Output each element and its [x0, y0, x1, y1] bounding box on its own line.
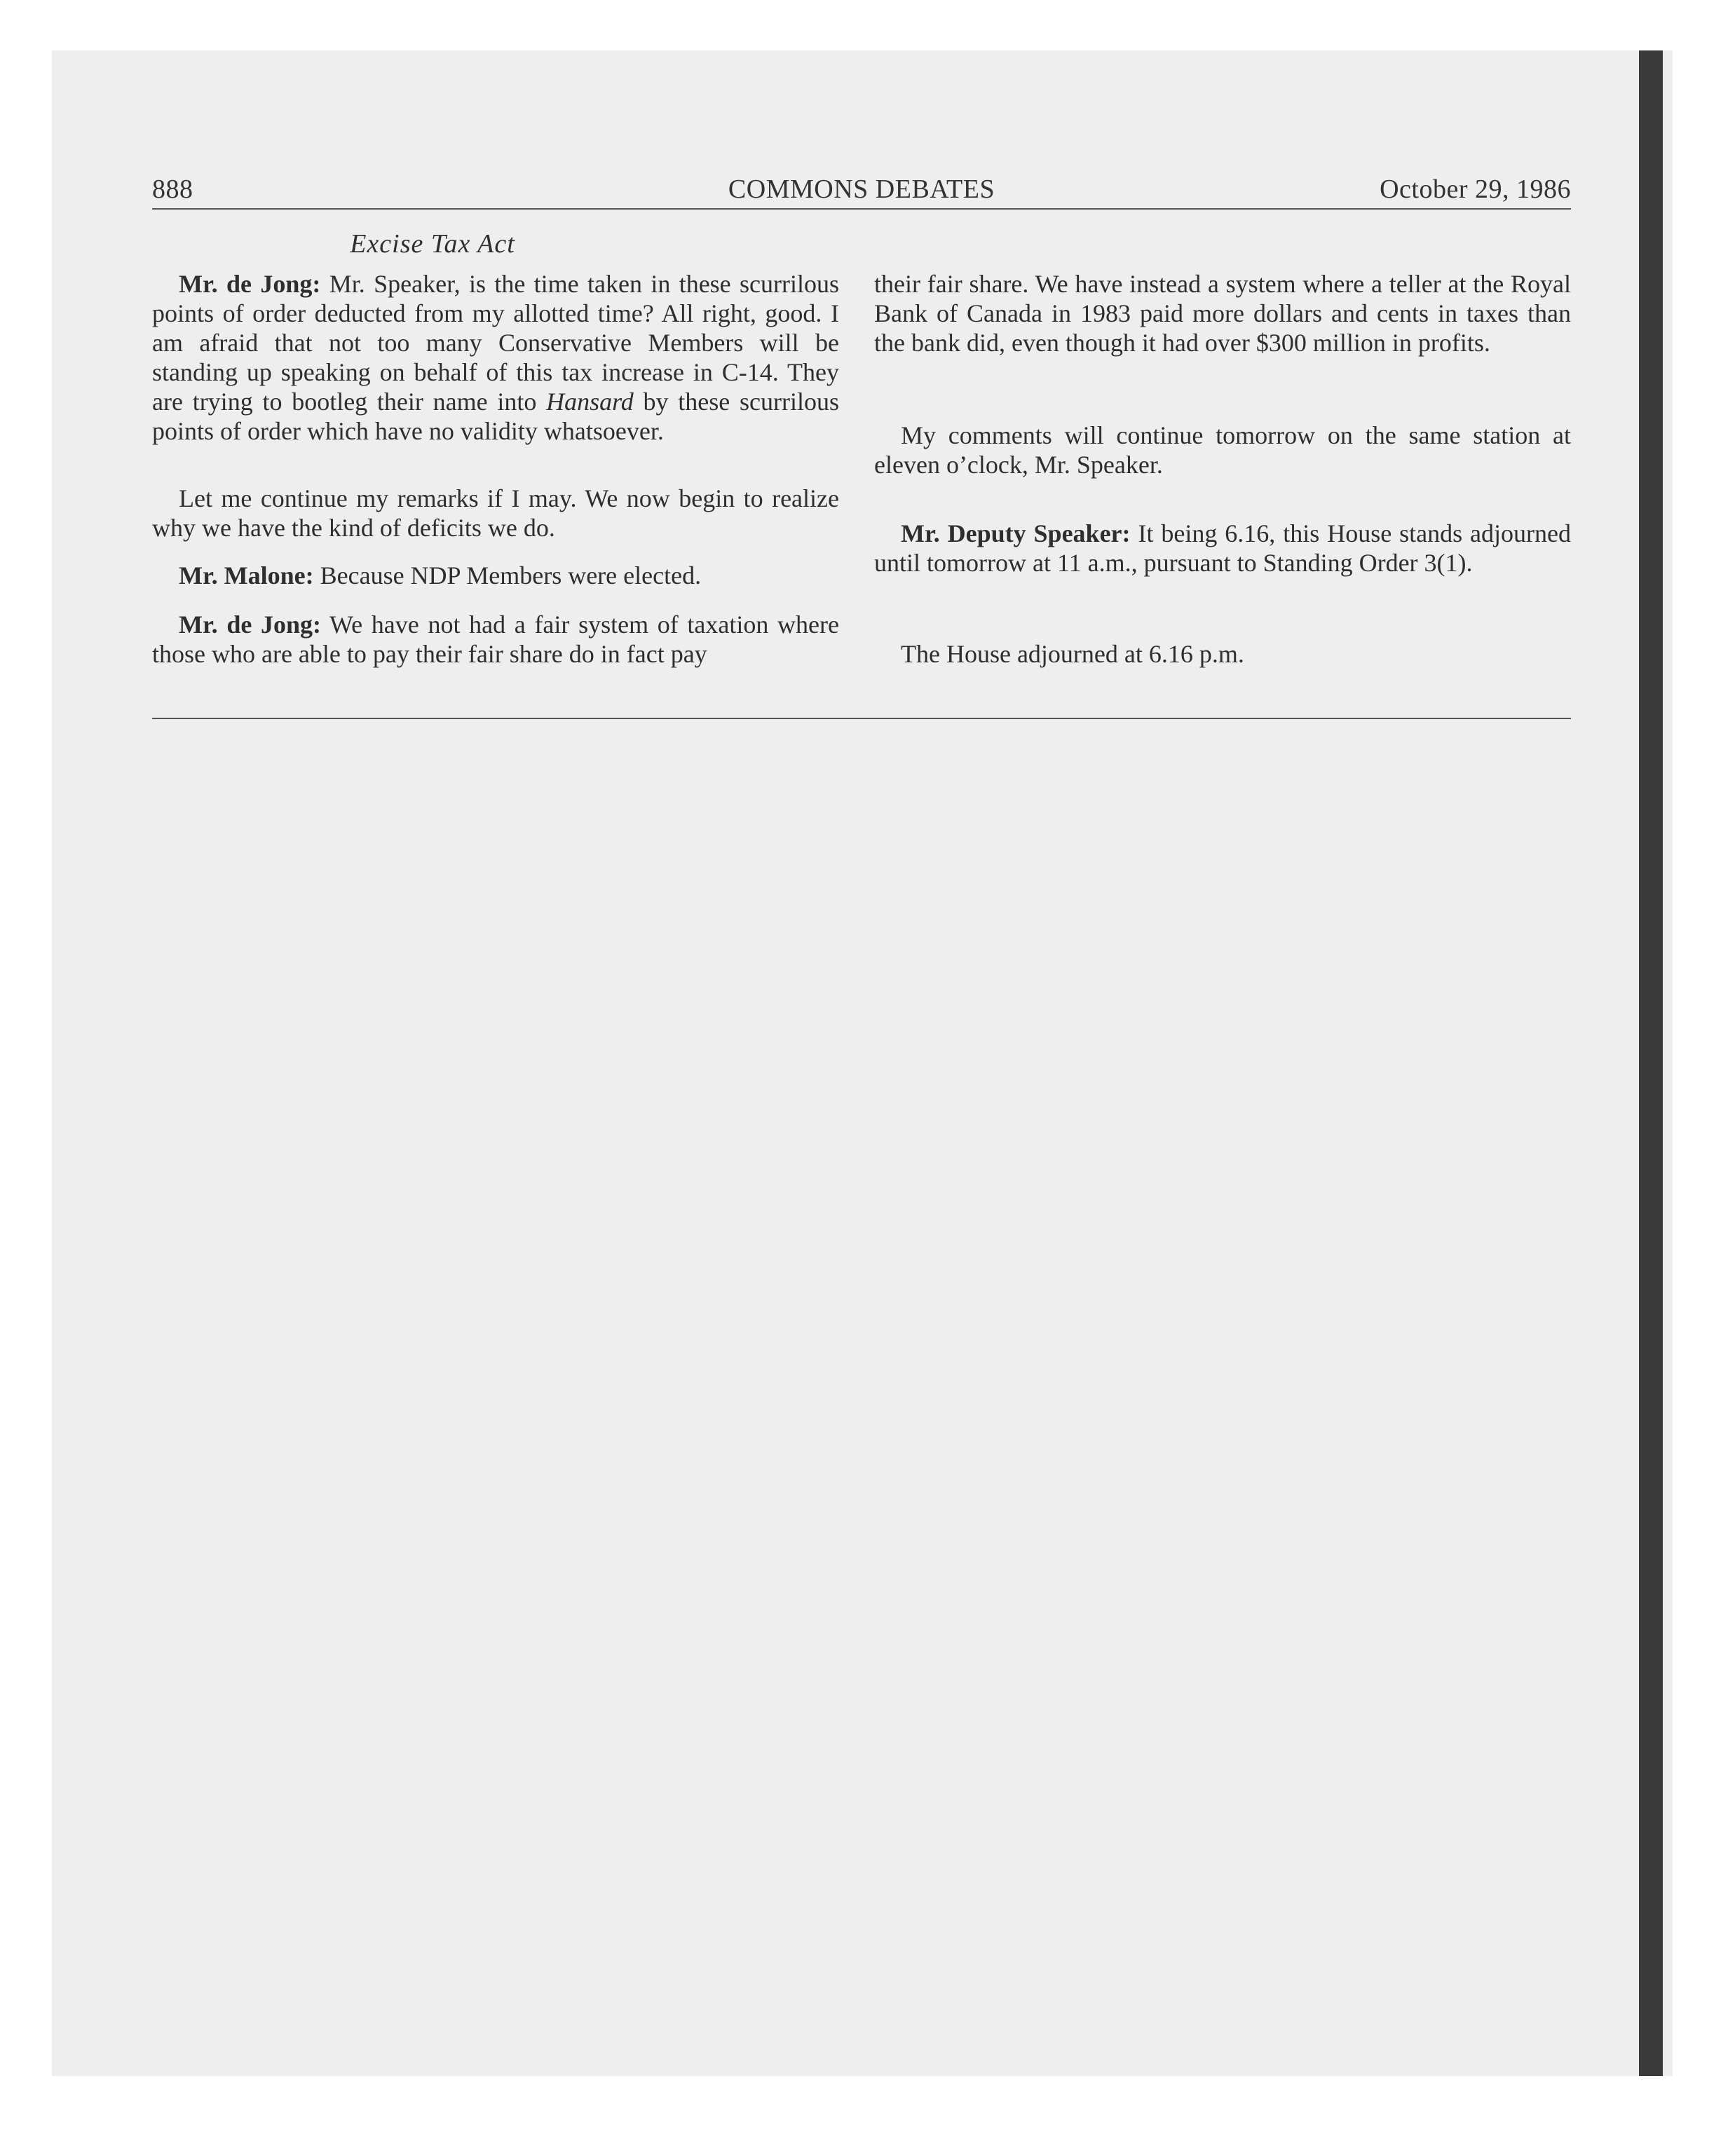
speaker-name: Mr. de Jong: [179, 610, 322, 639]
paragraph-adjourned [874, 639, 1571, 669]
paragraph-text: The House adjourned at 6.16 p.m. [901, 640, 1244, 668]
page-header [152, 174, 1571, 207]
speaker-name: Mr. Deputy Speaker: [901, 519, 1131, 547]
header-date: October 29, 1986 [1380, 175, 1571, 204]
footer-rule [152, 718, 1571, 719]
speaker-name: Mr. Malone: [179, 561, 314, 589]
paragraph-text: We have not had a fair system of taxation where those who are able to pay their fair share do in fact pay [152, 610, 839, 668]
paragraph-text: It being 6.16, this House stands adjourned until tomorrow at 11 a.m., pursuant to Standing Order 3(1). [874, 519, 1571, 577]
italic-text: Hansard [546, 388, 634, 416]
section-heading: Excise Tax Act [350, 229, 515, 259]
speaker-name: Mr. de Jong: [179, 270, 321, 298]
paragraph-text: Let me continue my remarks if I may. We now begin to realize why we have the kind of deficits we do. [152, 484, 839, 542]
paragraph-de-jong-2 [152, 610, 839, 669]
paragraph-text: their fair share. We have instead a system where a teller at the Royal Bank of Canada in 1983 paid more dollars and cents in taxes than the bank did, even though it had over $300 million in profits. [874, 270, 1571, 357]
running-title: COMMONS DEBATES [728, 175, 995, 204]
paragraph-continue-remarks [152, 484, 839, 543]
paragraph-text: My comments will continue tomorrow on the same station at eleven o’clock, Mr. Speaker. [874, 421, 1571, 479]
paragraph-text: Mr. Speaker, is the time taken in these scurrilous points of order deducted from my allotted time? All right, good. I am afraid that not too many Conservative Members will be standing up speaking on behalf of this tax increase in C-14. They are trying to bootleg their name into [152, 270, 839, 416]
header-rule [152, 208, 1571, 210]
paragraph-malone [152, 561, 839, 590]
page-number: 888 [152, 175, 193, 204]
paragraph-comments-continue [874, 421, 1571, 479]
paragraph-text: Because NDP Members were elected. [313, 561, 702, 589]
paragraph-continuation [874, 269, 1571, 357]
paragraph-deputy-speaker [874, 519, 1571, 578]
scan-edge-shadow [1639, 50, 1663, 2076]
paragraph-de-jong-1 [152, 269, 839, 446]
paragraph-text: by these scurrilous points of order which have no validity whatsoever. [152, 388, 839, 445]
